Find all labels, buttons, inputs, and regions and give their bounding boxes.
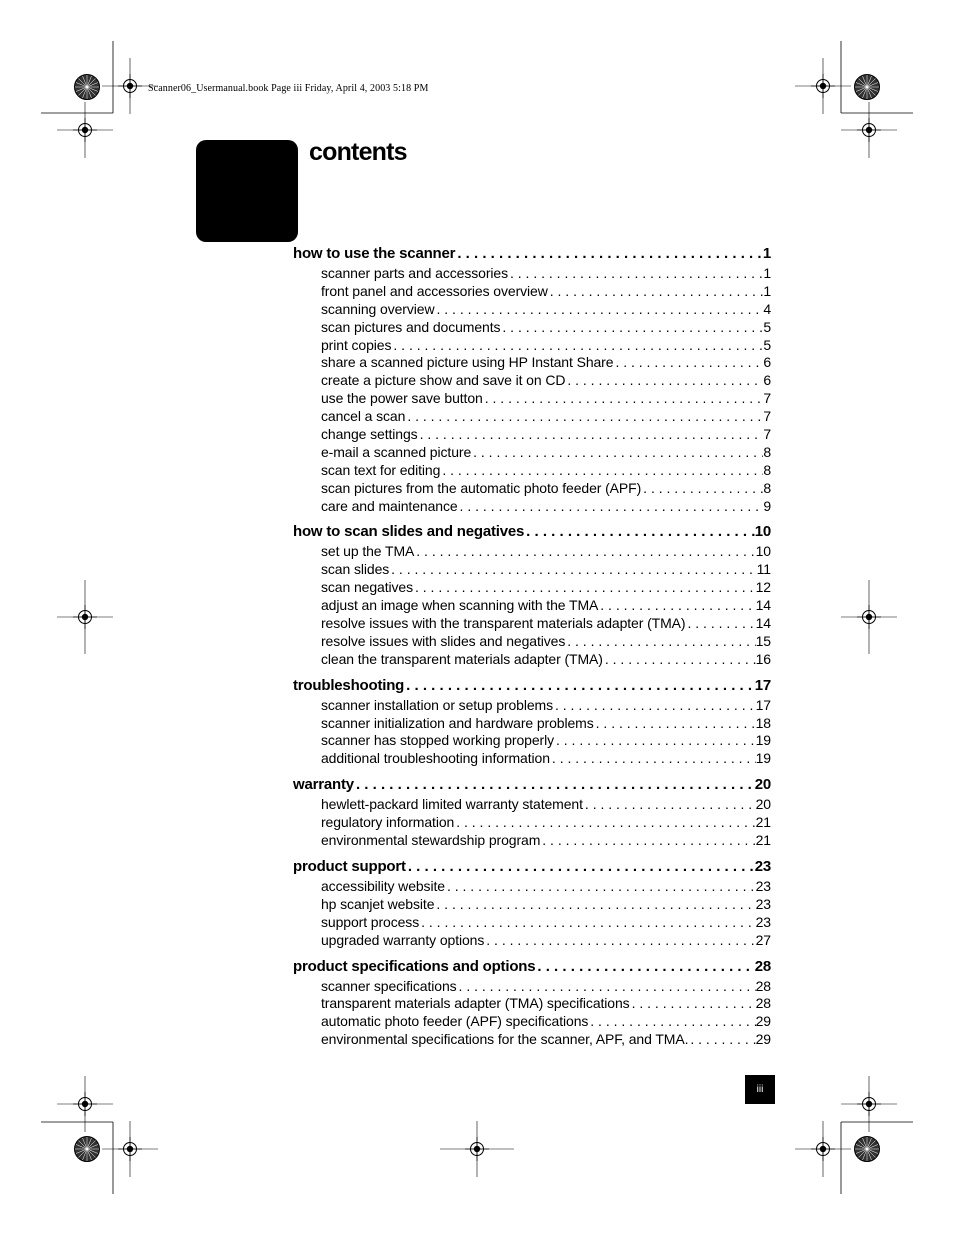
toc-section	[293, 677, 771, 769]
toc-entry-title: use the power save button	[321, 390, 483, 407]
toc-entry-title: scanner installation or setup problems	[321, 696, 553, 713]
toc-entry-page: 18	[755, 714, 771, 731]
toc-entry[interactable]	[293, 390, 771, 408]
toc-leader-dots	[454, 814, 755, 830]
toc-entry[interactable]	[293, 732, 771, 750]
toc-entry-title: print copies	[321, 336, 392, 353]
toc-leader-dots	[419, 914, 756, 930]
toc-section-heading[interactable]	[293, 958, 771, 978]
toc-leader-dots	[413, 579, 756, 595]
toc-leader-dots	[524, 523, 755, 540]
toc-entry[interactable]	[293, 462, 771, 480]
page-number: iii	[745, 1075, 775, 1104]
toc-entry-page: 1	[763, 265, 771, 281]
toc-leader-dots	[508, 265, 763, 281]
toc-leader-dots	[553, 697, 756, 713]
toc-entry-title: hp scanjet website	[321, 895, 435, 912]
toc-entry-title: scanner has stopped working properly	[321, 732, 554, 749]
toc-entry-page: 4	[763, 300, 771, 317]
print-header: Scanner06_Usermanual.book Page iii Friday, April 4, 2003 5:18 PM	[148, 83, 429, 94]
toc-entry-page: 29	[755, 1031, 771, 1048]
toc-entry-page: 1	[763, 282, 771, 299]
toc-entry-page: 14	[755, 615, 771, 632]
toc-entry[interactable]	[293, 426, 771, 444]
toc-entry[interactable]	[293, 633, 771, 651]
toc-entry-title: scan pictures from the automatic photo feeder (APF)	[321, 479, 642, 496]
toc-entry-page: 15	[755, 632, 771, 649]
toc-entry-page: 7	[763, 390, 771, 407]
toc-entry[interactable]	[293, 444, 771, 462]
toc-entry-page: 23	[755, 913, 771, 930]
toc-entry[interactable]	[293, 579, 771, 597]
toc-entry-page: 8	[763, 479, 771, 496]
toc-entry-page: 9	[763, 497, 771, 514]
toc-entry[interactable]	[293, 978, 771, 996]
toc-entry-title: set up the TMA	[321, 543, 415, 560]
toc-entry[interactable]	[293, 932, 771, 950]
toc-entry[interactable]	[293, 832, 771, 850]
toc-leader-dots	[406, 858, 755, 875]
toc-entry-page: 29	[755, 1013, 771, 1030]
toc-entry[interactable]	[293, 337, 771, 355]
toc-entry-page: 10	[755, 543, 771, 560]
toc-leader-dots	[598, 597, 755, 613]
toc-entry-title: cancel a scan	[321, 408, 406, 425]
toc-entry-page: 6	[763, 372, 771, 389]
toc-leader-dots	[583, 796, 756, 812]
toc-entry-title: environmental specifications for the scanner, APF, and TMA.	[321, 1031, 689, 1048]
toc-leader-dots	[391, 337, 763, 353]
toc-entry[interactable]	[293, 1031, 771, 1049]
toc-entry[interactable]	[293, 561, 771, 579]
toc-leader-dots	[500, 319, 763, 335]
table-of-contents	[293, 245, 771, 1057]
toc-entry-title: share a scanned picture using HP Instant Share	[321, 354, 614, 371]
toc-entry[interactable]	[293, 301, 771, 319]
toc-entry-page: 23	[755, 895, 771, 912]
toc-entry-title: adjust an image when scanning with the TMA	[321, 597, 599, 614]
toc-section-title: warranty	[293, 776, 354, 794]
toc-entry[interactable]	[293, 265, 771, 283]
toc-leader-dots	[483, 390, 764, 406]
toc-section	[293, 958, 771, 1050]
toc-leader-dots	[458, 498, 764, 514]
toc-entry-title: clean the transparent materials adapter (TMA)	[321, 650, 603, 667]
toc-entry-page: 11	[756, 561, 771, 578]
toc-entry-page: 8	[763, 443, 771, 460]
toc-leader-dots	[354, 776, 755, 793]
toc-entry-title: hewlett-packard limited warranty statement	[321, 796, 583, 813]
toc-entry-title: scanner specifications	[321, 977, 457, 994]
toc-entry-page: 7	[763, 408, 771, 425]
toc-leader-dots	[418, 426, 764, 442]
toc-entry[interactable]	[293, 319, 771, 337]
toc-entry-title: care and maintenance	[321, 497, 458, 514]
toc-section-page: 1	[762, 245, 771, 262]
toc-entry-title: e-mail a scanned picture	[321, 443, 472, 460]
toc-section-title: product specifications and options	[293, 957, 536, 975]
toc-section-title: product support	[293, 857, 406, 875]
toc-entry-title: change settings	[321, 426, 418, 443]
toc-entry[interactable]	[293, 597, 771, 615]
toc-section	[293, 776, 771, 850]
toc-entry[interactable]	[293, 914, 771, 932]
toc-leader-dots	[550, 750, 756, 766]
toc-entry-page: 12	[755, 579, 771, 596]
toc-entry[interactable]	[293, 814, 771, 832]
toc-entry-page: 20	[755, 796, 771, 813]
toc-leader-dots	[613, 354, 763, 370]
toc-section	[293, 858, 771, 950]
toc-entry-title: scan pictures and documents	[321, 318, 501, 335]
toc-section-heading[interactable]	[293, 677, 771, 697]
toc-leader-dots	[440, 462, 763, 478]
toc-entry-title: resolve issues with slides and negatives	[321, 632, 566, 649]
toc-section-heading[interactable]	[293, 858, 771, 878]
toc-leader-dots	[603, 651, 756, 667]
toc-entry-title: transparent materials adapter (TMA) specifications	[321, 995, 630, 1012]
toc-section-page: 10	[754, 523, 771, 541]
toc-section-title: troubleshooting	[293, 676, 405, 694]
toc-entry-title: additional troubleshooting information	[321, 750, 550, 767]
toc-entry-title: scan slides	[321, 561, 390, 578]
toc-entry-title: scanner initialization and hardware problems	[321, 714, 594, 731]
toc-entry-page: 5	[763, 318, 771, 335]
toc-entry-title: scan text for editing	[321, 461, 441, 478]
toc-section-page: 20	[754, 776, 771, 794]
toc-leader-dots	[404, 677, 755, 694]
toc-entry[interactable]	[293, 480, 771, 498]
toc-entry-title: accessibility website	[321, 877, 445, 894]
toc-leader-dots	[445, 878, 756, 894]
toc-entry[interactable]	[293, 878, 771, 896]
toc-leader-dots	[455, 245, 763, 262]
toc-entry-page: 19	[755, 732, 771, 749]
toc-leader-dots	[414, 543, 755, 559]
toc-leader-dots	[471, 444, 763, 460]
toc-entry-page: 16	[755, 650, 771, 667]
toc-entry-title: automatic photo feeder (APF) specifications	[321, 1013, 589, 1030]
toc-entry[interactable]	[293, 283, 771, 301]
toc-leader-dots	[457, 978, 756, 994]
toc-entry-title: environmental stewardship program	[321, 832, 541, 849]
toc-section	[293, 523, 771, 668]
toc-entry-page: 23	[755, 877, 771, 894]
toc-entry-page: 27	[755, 931, 771, 948]
toc-leader-dots	[434, 896, 755, 912]
toc-leader-dots	[565, 372, 763, 388]
toc-entry-page: 28	[755, 995, 771, 1012]
toc-section-page: 17	[754, 676, 771, 694]
toc-entry[interactable]	[293, 372, 771, 390]
toc-leader-dots	[540, 832, 755, 848]
toc-entry[interactable]	[293, 498, 771, 516]
toc-leader-dots	[484, 932, 755, 948]
toc-entry[interactable]	[293, 697, 771, 715]
toc-entry[interactable]	[293, 715, 771, 733]
toc-entry-title: create a picture show and save it on CD	[321, 372, 566, 389]
toc-section-heading[interactable]	[293, 776, 771, 796]
toc-leader-dots	[405, 408, 763, 424]
toc-entry-title: scanning overview	[321, 300, 435, 317]
toc-section-title: how to scan slides and negatives	[293, 523, 525, 541]
toc-entry-title: scan negatives	[321, 579, 413, 596]
toc-entry-page: 14	[755, 597, 771, 614]
toc-leader-dots	[548, 283, 764, 299]
toc-leader-dots	[630, 995, 756, 1011]
toc-leader-dots	[565, 633, 755, 649]
toc-entry-page: 21	[755, 814, 771, 831]
toc-leader-dots	[685, 615, 755, 631]
toc-entry-page: 6	[763, 354, 771, 371]
page-title: contents	[309, 138, 407, 166]
toc-leader-dots	[588, 1013, 755, 1029]
toc-section-heading[interactable]	[293, 523, 771, 543]
toc-leader-dots	[688, 1031, 755, 1047]
toc-leader-dots	[594, 715, 756, 731]
toc-entry-title: regulatory information	[321, 814, 455, 831]
toc-leader-dots	[554, 732, 756, 748]
toc-section-page: 28	[754, 957, 771, 975]
toc-entry[interactable]	[293, 651, 771, 669]
toc-entry-page: 5	[763, 336, 771, 353]
toc-entry[interactable]	[293, 896, 771, 914]
toc-entry[interactable]	[293, 543, 771, 561]
toc-entry-title: resolve issues with the transparent materials adapter (TMA)	[321, 615, 686, 632]
toc-section-page: 23	[754, 857, 771, 875]
toc-entry[interactable]	[293, 1013, 771, 1031]
toc-entry-page: 7	[763, 426, 771, 443]
toc-entry-page: 17	[755, 696, 771, 713]
toc-section	[293, 245, 771, 515]
toc-entry-page: 19	[755, 750, 771, 767]
toc-entry-title: support process	[321, 913, 420, 930]
toc-section-heading[interactable]	[293, 245, 771, 265]
toc-entry[interactable]	[293, 408, 771, 426]
toc-entry[interactable]	[293, 796, 771, 814]
toc-leader-dots	[641, 480, 763, 496]
toc-section-title: how to use the scanner	[293, 245, 456, 262]
toc-entry[interactable]	[293, 995, 771, 1013]
toc-leader-dots	[535, 958, 754, 975]
toc-entry-page: 8	[763, 461, 771, 478]
toc-entry[interactable]	[293, 354, 771, 372]
toc-leader-dots	[389, 561, 757, 577]
toc-entry-page: 28	[755, 977, 771, 994]
toc-entry-title: scanner parts and accessories	[321, 265, 508, 281]
toc-entry-page: 21	[755, 832, 771, 849]
chapter-tab-block	[196, 140, 298, 242]
toc-entry-title: front panel and accessories overview	[321, 282, 548, 299]
toc-entry-title: upgraded warranty options	[321, 931, 485, 948]
toc-entry[interactable]	[293, 750, 771, 768]
toc-leader-dots	[434, 301, 763, 317]
toc-entry[interactable]	[293, 615, 771, 633]
